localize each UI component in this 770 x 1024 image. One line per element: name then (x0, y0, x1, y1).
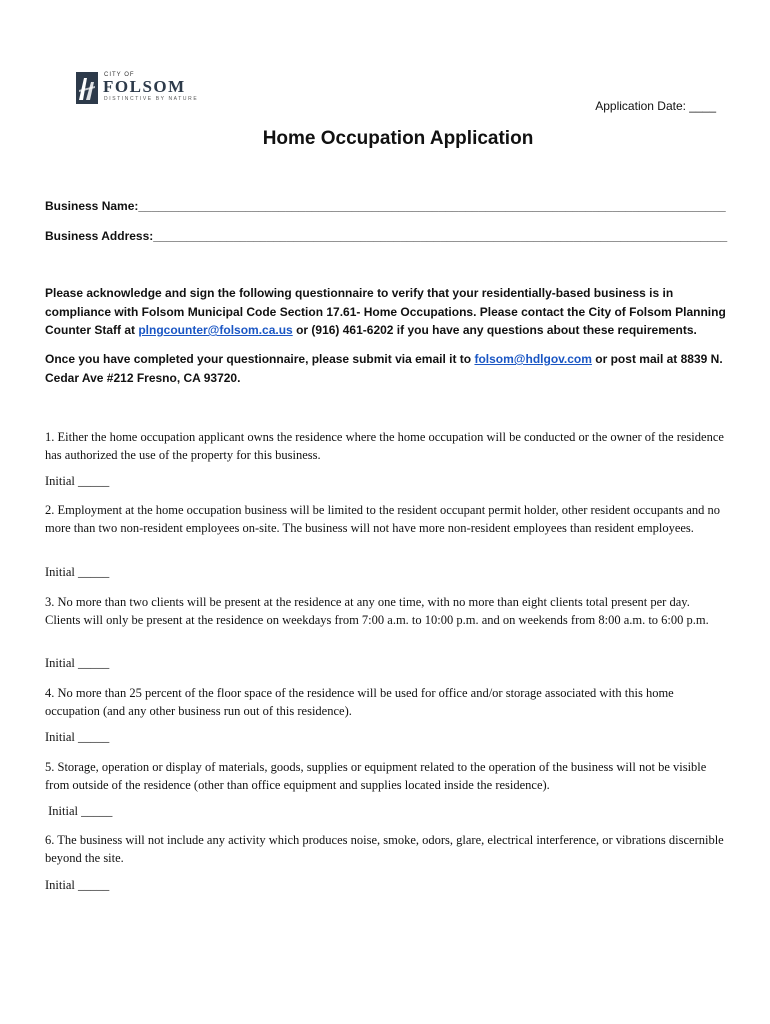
intro-text-end: or (916) 461-6202 if you have any questions about these requirements. (292, 323, 697, 337)
submission-text: Once you have completed your questionnaire, please submit via email it to (45, 352, 475, 366)
initial-field-3[interactable]: Initial _____ (45, 656, 110, 670)
planning-email-link[interactable]: plngcounter@folsom.ca.us (138, 323, 293, 337)
initial-field-6[interactable]: Initial _____ (45, 878, 110, 892)
page-title: Home Occupation Application (262, 128, 534, 149)
question-4: 4. No more than 25 percent of the floor space of the residence will be used for office and/or storage associated with this home occupation (and any other business run out of this residence). (45, 686, 674, 718)
submission-email-link[interactable]: folsom@hdlgov.com (474, 352, 592, 366)
business-name-field[interactable]: Business Name:________________________________________________________________________________________ (45, 199, 726, 213)
logo-tagline: DISTINCTIVE BY NATURE (104, 96, 199, 102)
question-2: 2. Employment at the home occupation business will be limited to the resident occupant permit holder, other resident occupants and no more than two non-resident employees on-site. The business will not have more non-resident employees than resident employees. (45, 503, 721, 535)
question-6: 6. The business will not include any activity which produces noise, smoke, odors, glare, electrical interference, or vibrations discernible beyond the site. (45, 833, 724, 865)
intro-text: Please acknowledge and sign the following questionnaire to verify that your residentially-based business is in compliance with Folsom Municipal Code Section 17.61- Home Occupations. Please contact the City of Folsom Planning Counter Staff at (45, 286, 726, 337)
logo-city-of: CITY OF (104, 72, 135, 78)
question-5: 5. Storage, operation or display of materials, goods, supplies or equipment related to the operation of the business will not be visible from outside of the residence (other than office equipment and supplies located inside the residence). (45, 760, 707, 792)
question-1: 1. Either the home occupation applicant owns the residence where the home occupation will be conducted or the owner of the residence has authorized the use of the property for this business. (45, 430, 724, 462)
submission-text-end: or post mail at 8839 N. Cedar Ave #212 Fresno, CA 93720. (45, 352, 723, 385)
application-date[interactable]: Application Date: ____ (595, 99, 716, 113)
question-3: 3. No more than two clients will be present at the residence at any one time, with no more than eight clients total present per day. Clients will only be present at the residence on weekdays from 7:00 a.m. to 10:00 p.m. and on weekends from 8:00 a.m. to 6:00 p.m. (45, 595, 709, 627)
city-logo (76, 72, 216, 106)
logo-name: FOLSOM (103, 77, 186, 96)
business-address-field[interactable]: Business Address:______________________________________________________________________________________ (45, 229, 728, 243)
intro-paragraph (45, 284, 735, 340)
initial-field-4[interactable]: Initial _____ (45, 730, 110, 744)
submission-paragraph (45, 350, 735, 387)
folsom-logo-icon (76, 72, 98, 104)
initial-field-1[interactable]: Initial _____ (45, 474, 110, 488)
initial-field-2[interactable]: Initial _____ (45, 565, 110, 579)
initial-field-5[interactable]: Initial _____ (45, 804, 113, 818)
